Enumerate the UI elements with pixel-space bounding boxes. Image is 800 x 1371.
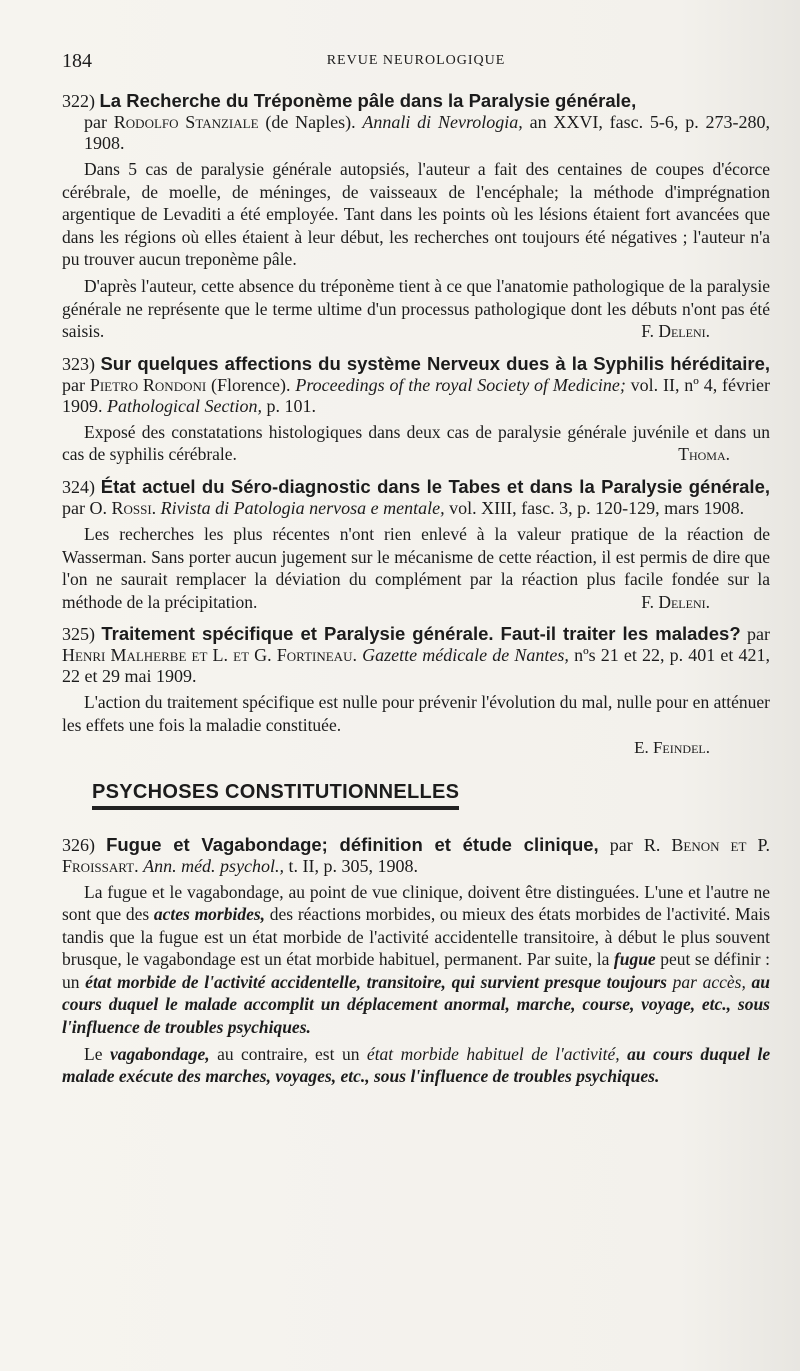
- paragraph: La fugue et le vagabondage, au point de vue clinique, doivent être distinguées. L'une et l'autre ne sont que des actes morbides, des réactions morbides, ou mieux des états morbides de l'activité. Mais tandis que la fugue est un état morbide de l'activité accidentelle transitoire, à début le plus souvent brusque, le vagabondage est un état morbide habituel, permanent. Par suite, la fugue peut se définir : un état morbide de l'activité accidentelle, transitoire, qui survient presque toujours par accès, au cours duquel le malade accomplit un déplacement anormal, marche, course, voyage, etc., sous l'influence de troubles psychiques.: [62, 881, 771, 1038]
- journal: Ann. méd. psychol.,: [143, 855, 285, 876]
- paragraph: Le vagabondage, au contraire, est un état morbide habituel de l'activité, au cours duquel le malade exécute des marches, voyages, etc., sous l'influence de troubles psychiques.: [62, 1043, 771, 1087]
- entry-title: Sur quelques affections du système Nerveux dues à la Syphilis héréditaire,: [100, 352, 770, 374]
- entry-title: La Recherche du Tréponème pâle dans la Paralysie générale,: [99, 90, 637, 111]
- signature: F. Deleni.: [641, 321, 710, 342]
- signature: F. Deleni.: [641, 591, 710, 612]
- journal: Annali di Nevrologia,: [362, 112, 523, 132]
- paragraph: Les recherches les plus récentes n'ont rien enlevé à la valeur pratique de la réaction de Wasserman. Sans porter aucun jugement sur le mécanisme de cette réaction, il est permis de dire que l'on ne saurait remplacer la déviation du complément par la réaction plus facile fondée sur la méthode de la précipitation. F. Deleni.: [62, 523, 770, 612]
- abstract-entry-324: [62, 476, 770, 613]
- paragraph: L'action du traitement spécifique est nulle pour prévenir l'évolution du mal, nulle pour en atténuer les effets une fois la maladie constituée.: [62, 692, 770, 735]
- entry-number: 324): [62, 476, 95, 497]
- entry-heading: 324) État actuel du Séro-diagnostic dans le Tabes et dans la Paralysie générale, par O. Rossi. Rivista di Patologia nervosa e mentale, vol. XIII, fasc. 3, p. 120-129, mars 1908.: [62, 475, 770, 518]
- signature: E. Feindel.: [634, 737, 710, 757]
- entry-number: 322): [62, 91, 95, 111]
- entry-title: Traitement spécifique et Paralysie générale. Faut-il traiter les malades?: [101, 623, 741, 645]
- abstract-entry-323: [62, 353, 770, 466]
- entry-citation: par Rodolfo Stanziale (de Naples). Annali di Nevrologia, an XXVI, fasc. 5-6, p. 273-280, 1908.: [84, 112, 771, 153]
- journal: Gazette médicale de Nantes,: [362, 645, 569, 666]
- entry-title: Fugue et Vagabondage; définition et étude clinique,: [106, 833, 599, 855]
- journal: Proceedings of the royal Society of Medicine;: [295, 374, 626, 395]
- page-header: [62, 50, 770, 80]
- page-number: 184: [62, 50, 92, 72]
- paragraph: Dans 5 cas de paralysie générale autopsiés, l'auteur a fait des centaines de coupes d'écorce cérébrale, de moelle, de méninges, de vaisseaux de l'encéphale; la méthode d'imprégnation argentique de Levaditi a été employée. Tant dans les points où les lésions étaient fort avancées que dans les régions où elles étaient à leur début, les recherches ont toujours été négatives ; l'auteur n'a pu trouver aucun treponème pâle.: [62, 159, 770, 270]
- entry-number: 325): [62, 624, 95, 645]
- author: R. Benon et P. Froissart.: [62, 834, 771, 876]
- entry-title: État actuel du Séro-diagnostic dans le Tabes et dans la Paralysie générale,: [100, 475, 770, 497]
- author: Henri Malherbe et L. et G. Fortineau.: [62, 645, 357, 666]
- entry-heading: [62, 90, 770, 154]
- author: Pietro Rondoni: [89, 374, 207, 395]
- author: O. Rossi.: [89, 497, 157, 518]
- abstract-entry-322: [62, 90, 770, 343]
- running-head: REVUE NEUROLOGIQUE: [326, 53, 506, 68]
- entry-number: 323): [62, 353, 95, 374]
- section-title: PSYCHOSES CONSTITUTIONNELLES: [92, 781, 459, 810]
- signature: Thoma.: [678, 444, 730, 465]
- author: Rodolfo Stanziale: [113, 112, 259, 132]
- entry-heading: 325) Traitement spécifique et Paralysie générale. Faut-il traiter les malades? par Henri Malherbe et L. et G. Fortineau. Gazette médicale de Nantes, nºs 21 et 22, p. 401 et 421, 22 et 29 mai 1909.: [62, 623, 771, 687]
- abstract-entry-326: [62, 834, 770, 1088]
- abstract-entry-325: [62, 623, 770, 758]
- entry-heading: 326) Fugue et Vagabondage; définition et étude clinique, par R. Benon et P. Froissart. Ann. méd. psychol., t. II, p. 305, 1908.: [62, 833, 771, 876]
- entry-heading: 323) Sur quelques affections du système Nerveux dues à la Syphilis héréditaire, par Pietro Rondoni (Florence). Proceedings of the royal Society of Medicine; vol. II, nº 4, février 1909. Pathological Section, p. 101.: [62, 352, 771, 416]
- entry-number: 326): [62, 834, 95, 855]
- journal: Rivista di Patologia nervosa e mentale,: [160, 497, 445, 518]
- paragraph: D'après l'auteur, cette absence du tréponème tient à ce que l'anatomie pathologique de la paralysie générale ne représente que le terme ultime d'un processus pathologique dont les débuts n'ont pas été saisis. F. Deleni.: [62, 275, 770, 342]
- paragraph: Exposé des constatations histologiques dans deux cas de paralysie générale juvénile et dans un cas de syphilis cérébrale. Thoma.: [62, 421, 770, 465]
- journal-section: Pathological Section,: [107, 395, 262, 416]
